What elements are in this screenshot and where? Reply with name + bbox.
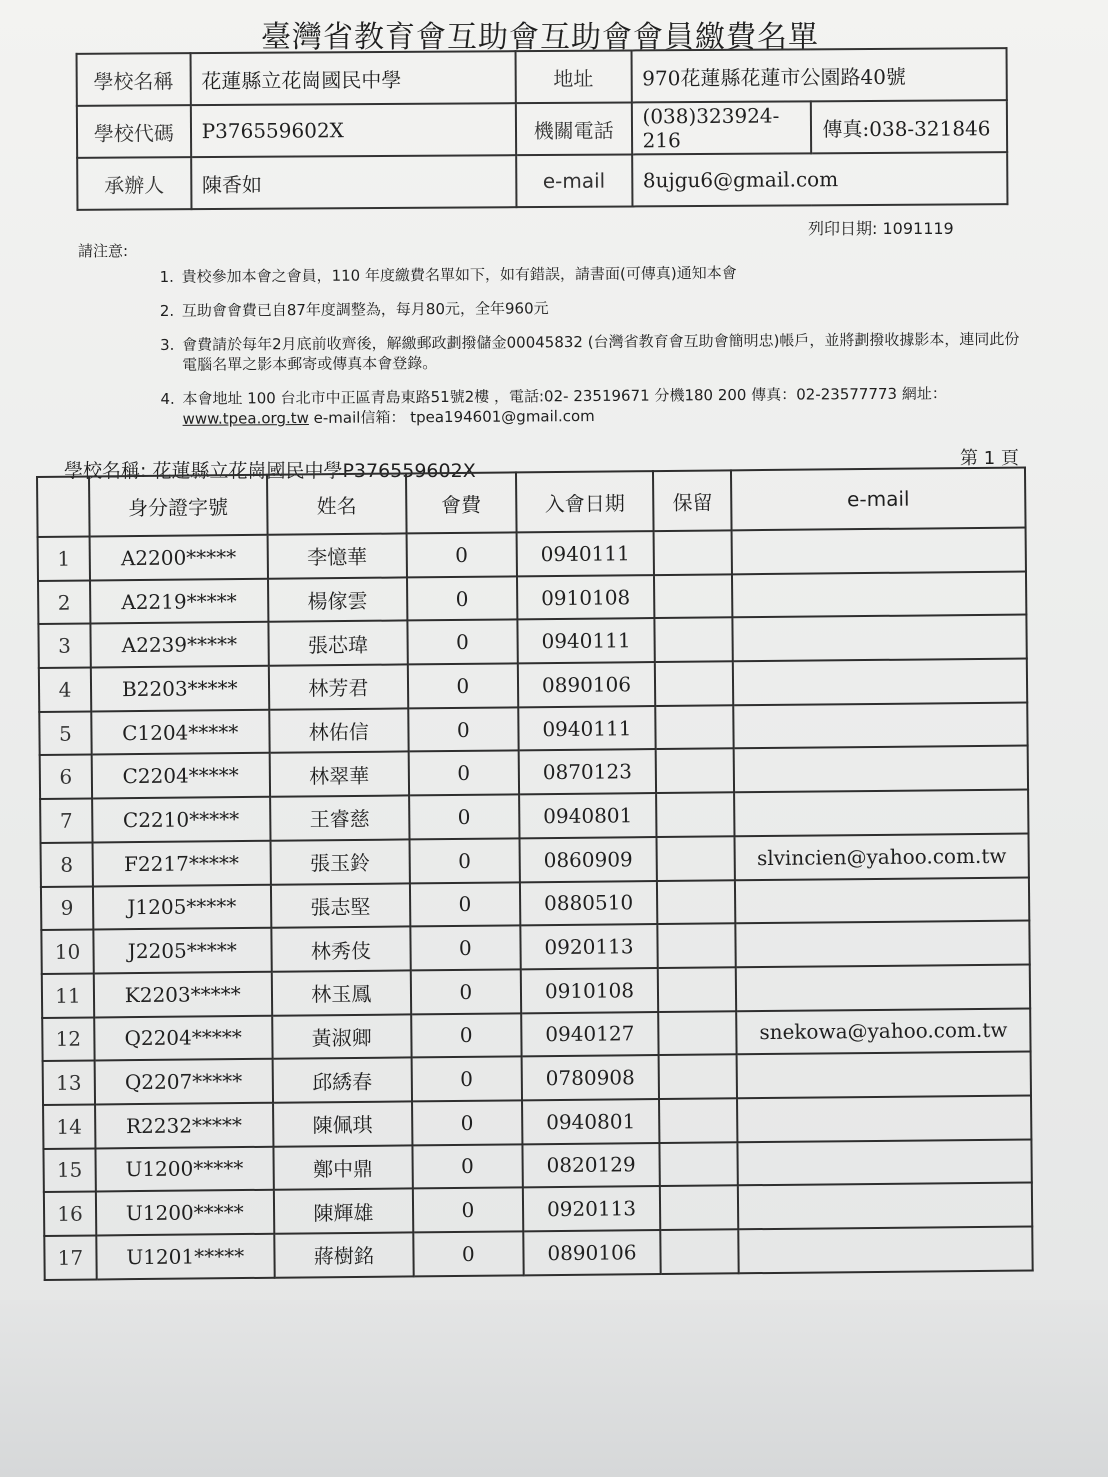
note-number: 3. (159, 335, 175, 355)
row-number: 9 (41, 886, 93, 930)
id-number: Q2204***** (94, 1015, 272, 1060)
website-link[interactable]: www.tpea.org.tw (182, 408, 309, 428)
member-email (734, 746, 1028, 793)
id-number: U1200***** (95, 1146, 273, 1191)
notes-list (159, 247, 1020, 429)
reserve-cell (659, 1011, 737, 1055)
note-number: 4. (160, 389, 175, 409)
table-row (44, 1226, 1032, 1279)
column-header-name: 姓名 (267, 473, 407, 534)
member-name: 林翠華 (269, 752, 409, 797)
reserve-cell (657, 880, 735, 924)
member-email (738, 1183, 1032, 1230)
join-date: 0940801 (522, 1099, 660, 1144)
reserve-cell (658, 967, 736, 1011)
note-number: 2. (159, 301, 175, 321)
row-number: 8 (41, 842, 93, 886)
reserve-cell (654, 574, 732, 618)
row-number: 12 (42, 1017, 94, 1061)
row-number: 6 (40, 755, 92, 799)
id-number: J2205***** (93, 928, 271, 973)
row-number: 5 (39, 711, 91, 755)
handler-label: 承辦人 (77, 157, 191, 210)
reserve-cell (656, 792, 734, 836)
id-number: A2239***** (90, 622, 268, 667)
member-name: 林秀伎 (271, 927, 411, 972)
phone-label: 機關電話 (516, 102, 632, 155)
member-fee: 0 (407, 576, 517, 621)
member-table (36, 466, 1034, 1280)
member-fee: 0 (412, 1100, 522, 1145)
member-fee: 0 (410, 838, 520, 883)
reserve-cell (659, 1055, 737, 1099)
row-number: 11 (42, 973, 94, 1017)
member-fee: 0 (411, 1013, 521, 1058)
notes-heading: 請注意: (78, 242, 129, 260)
member-table-header (37, 468, 1026, 537)
table-caption: 學校名稱: 花蓮縣立花崗國民中學P376559602X (64, 460, 476, 482)
reserve-cell (655, 661, 733, 705)
note-item (160, 295, 1020, 321)
join-date: 0780908 (521, 1055, 659, 1100)
id-number: U1200***** (96, 1190, 274, 1235)
member-name: 張玉鈴 (270, 839, 410, 884)
member-fee: 0 (410, 926, 520, 971)
id-number: C2210***** (92, 797, 270, 842)
join-date: 0870123 (518, 749, 656, 794)
member-name: 陳輝雄 (273, 1189, 413, 1234)
join-date: 0890106 (517, 662, 655, 707)
fax-value: 傳真:038-321846 (811, 100, 1007, 153)
id-number: A2200***** (89, 535, 267, 580)
member-email: slvincien@yahoo.com.tw (735, 833, 1029, 880)
reserve-cell (657, 836, 735, 880)
member-email: snekowa@yahoo.com.tw (736, 1008, 1030, 1055)
school-code-label: 學校代碼 (77, 105, 191, 158)
row-number: 4 (39, 668, 91, 712)
member-fee: 0 (413, 1188, 523, 1233)
reserve-cell (656, 749, 734, 793)
note-text-main: 本會地址 100 台北市中正區青島東路51號2樓 ，電話:02- 23519671 分機180 200 傳真：02-23577773 網址： (182, 384, 947, 408)
school-info-table (76, 47, 1009, 211)
member-name: 楊傢雲 (268, 577, 408, 622)
page-number: 第 1 頁 (960, 448, 1019, 469)
member-email (734, 790, 1028, 837)
note-item (160, 383, 1020, 429)
page-shadow (0, 1300, 1108, 1477)
member-name: 林玉鳳 (271, 970, 411, 1015)
member-name: 李憶華 (267, 533, 407, 578)
id-number: J1205***** (93, 884, 271, 929)
member-name: 鄭中鼎 (273, 1145, 413, 1190)
member-email (733, 659, 1027, 706)
id-number: Q2207***** (95, 1059, 273, 1104)
member-name: 黃淑卿 (272, 1014, 412, 1059)
address-label: 地址 (515, 50, 631, 103)
note-item (159, 261, 1019, 287)
join-date: 0940111 (516, 531, 654, 576)
reserve-cell (654, 530, 732, 574)
column-header-no (37, 476, 89, 536)
member-email (737, 1052, 1031, 1099)
join-date: 0940111 (518, 706, 656, 751)
note-text: 互助會會費已自87年度調整為，每月80元，全年960元 (181, 299, 549, 320)
join-date: 0820129 (522, 1143, 660, 1188)
reserve-cell (655, 618, 733, 662)
member-email (738, 1139, 1032, 1186)
member-email (735, 921, 1029, 968)
school-code-row (77, 100, 1007, 158)
school-name-value: 花蓮縣立花崗國民中學 (190, 51, 515, 105)
id-number: C1204***** (91, 710, 269, 755)
member-email (733, 615, 1027, 662)
member-fee: 0 (409, 751, 519, 796)
member-name: 張志堅 (271, 883, 411, 928)
member-fee: 0 (410, 882, 520, 927)
member-name: 陳佩琪 (273, 1101, 413, 1146)
id-number: F2217***** (92, 841, 270, 886)
member-fee: 0 (408, 707, 518, 752)
row-number: 7 (40, 799, 92, 843)
member-email (737, 1095, 1031, 1142)
email-value: 8ujgu6@gmail.com (632, 152, 1008, 206)
member-name: 林芳君 (268, 665, 408, 710)
member-name: 王睿慈 (270, 796, 410, 841)
member-fee: 0 (407, 620, 517, 665)
handler-value: 陳香如 (191, 155, 516, 209)
member-email (735, 877, 1029, 924)
document-title: 臺灣省教育會互助會互助會會員繳費名單 (261, 20, 819, 55)
school-name-row (77, 48, 1007, 106)
member-fee: 0 (412, 1057, 522, 1102)
member-email (736, 964, 1030, 1011)
reserve-cell (660, 1186, 738, 1230)
row-number: 3 (38, 624, 90, 668)
reserve-cell (661, 1229, 739, 1273)
id-number: A2219***** (90, 578, 268, 623)
member-table-body (38, 528, 1033, 1280)
join-date: 0910108 (517, 575, 655, 620)
id-number: U1201***** (96, 1234, 274, 1279)
member-email (738, 1226, 1032, 1273)
reserve-cell (659, 1098, 737, 1142)
print-date: 列印日期: 1091119 (808, 219, 954, 238)
join-date: 0860909 (519, 837, 657, 882)
row-number: 1 (38, 536, 90, 580)
join-date: 0940127 (521, 1012, 659, 1057)
reserve-cell (660, 1142, 738, 1186)
member-fee: 0 (411, 969, 521, 1014)
member-name: 蔣樹銘 (274, 1232, 414, 1277)
join-date: 0920113 (522, 1186, 660, 1231)
join-date: 0880510 (520, 881, 658, 926)
row-number: 10 (41, 930, 93, 974)
note-item (160, 329, 1020, 375)
row-number: 14 (43, 1104, 95, 1148)
reserve-cell (656, 705, 734, 749)
join-date: 0940111 (517, 618, 655, 663)
note-text-email: e-mail信箱： tpea194601@gmail.com (308, 406, 595, 427)
column-header-join-date: 入會日期 (516, 471, 654, 532)
note-text: 貴校參加本會之會員，110 年度繳費名單如下，如有錯誤，請書面(可傳真)通知本會 (181, 263, 737, 286)
join-date: 0890106 (523, 1230, 661, 1275)
handler-row (77, 152, 1007, 210)
join-date: 0940801 (519, 793, 657, 838)
row-number: 15 (43, 1148, 95, 1192)
member-email (732, 528, 1026, 575)
join-date: 0920113 (520, 924, 658, 969)
reserve-cell (658, 923, 736, 967)
member-email (732, 571, 1026, 618)
row-number: 13 (43, 1061, 95, 1105)
member-email (733, 702, 1027, 749)
row-number: 17 (44, 1235, 96, 1279)
member-fee: 0 (408, 663, 518, 708)
row-number: 16 (44, 1192, 96, 1236)
email-label: e-mail (516, 154, 632, 207)
school-name-label: 學校名稱 (77, 53, 191, 106)
row-number: 2 (38, 580, 90, 624)
note-text: 會費請於每年2月底前收齊後，解繳郵政劃撥儲金00045832 (台灣省教育會互助會簡明忠)帳戶，並將劃撥收據影本，連同此份電腦名單之影本郵寄或傳真本會登錄。 (181, 330, 1020, 374)
member-fee: 0 (412, 1144, 522, 1189)
member-fee: 0 (407, 532, 517, 577)
member-name: 林佑信 (269, 708, 409, 753)
id-number: K2203***** (94, 972, 272, 1017)
phone-value: (038)323924-216 (631, 101, 811, 154)
member-fee: 0 (413, 1231, 523, 1276)
column-header-reserve: 保留 (653, 470, 731, 531)
address-value: 970花蓮縣花蓮市公園路40號 (631, 48, 1007, 102)
column-header-id: 身分證字號 (89, 475, 267, 537)
member-name: 張芯瑋 (268, 621, 408, 666)
join-date: 0910108 (520, 968, 658, 1013)
school-code-value: P376559602X (190, 103, 515, 157)
member-name: 邱綉春 (272, 1058, 412, 1103)
column-header-email: e-mail (731, 468, 1025, 531)
note-text (182, 383, 1020, 429)
id-number: B2203***** (91, 666, 269, 711)
id-number: C2204***** (92, 753, 270, 798)
member-fee: 0 (409, 795, 519, 840)
id-number: R2232***** (95, 1103, 273, 1148)
note-number: 1. (159, 267, 174, 287)
column-header-fee: 會費 (406, 472, 516, 533)
